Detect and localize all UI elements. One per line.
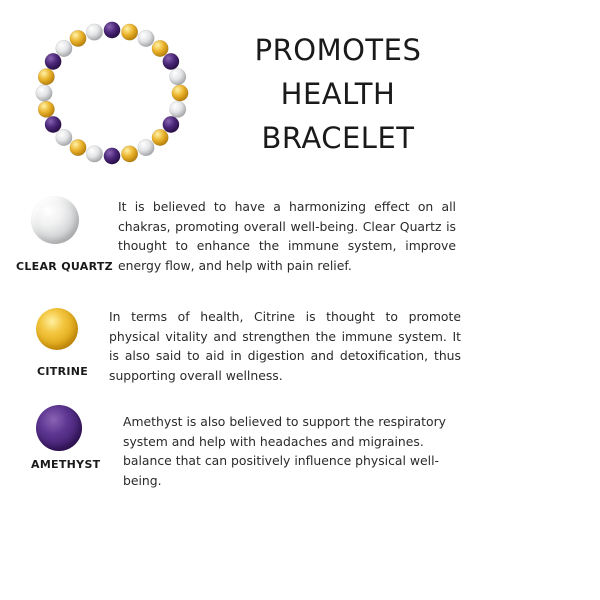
- clear-quartz-bead: [86, 146, 102, 162]
- clear-quartz-bead: [170, 101, 186, 117]
- bead-bracelet-image: [30, 16, 194, 170]
- stone-description-citrine: In terms of health, Citrine is thought to promote physical vitality and strengthen the immune system. It is also said to aid in digestion and detoxification, thus supporting overall wellness.: [109, 309, 461, 383]
- stone-label-clear-quartz: CLEAR QUARTZ: [16, 260, 113, 273]
- amethyst-bead: [104, 22, 120, 38]
- clear-quartz-bead: [170, 69, 186, 85]
- citrine-bead: [152, 40, 168, 56]
- citrine-bead: [38, 69, 54, 85]
- clear-quartz-bead-icon: [31, 196, 79, 244]
- citrine-bead: [172, 85, 188, 101]
- title-line-2: HEALTH: [280, 77, 396, 111]
- amethyst-bead: [163, 53, 179, 69]
- amethyst-bead: [104, 148, 120, 164]
- amethyst-bead-icon: [36, 405, 82, 451]
- clear-quartz-bead: [56, 40, 72, 56]
- stone-label-amethyst: AMETHYST: [31, 458, 101, 471]
- stone-description-amethyst: Amethyst is also believed to support the respiratory system and help with headaches and migraines. balance that can positively influence physical well-being.: [123, 414, 446, 488]
- stone-description-clear-quartz: It is believed to have a harmonizing effect on all chakras, promoting overall well-being. Clear Quartz is thought to enhance the immune system, improve energy flow, and help with pain relief.: [118, 199, 456, 273]
- clear-quartz-bead: [138, 30, 154, 46]
- page-title: [228, 28, 448, 160]
- title-line-1: PROMOTES: [254, 33, 422, 67]
- citrine-bead: [152, 129, 168, 145]
- amethyst-bead: [45, 116, 61, 132]
- citrine-bead: [121, 24, 137, 40]
- amethyst-bead: [45, 53, 61, 69]
- citrine-bead-icon: [36, 308, 78, 350]
- citrine-bead: [70, 30, 86, 46]
- stone-label-citrine: CITRINE: [37, 365, 89, 378]
- title-line-3: BRACELET: [261, 121, 415, 155]
- clear-quartz-bead: [86, 24, 102, 40]
- clear-quartz-bead: [56, 129, 72, 145]
- amethyst-bead: [163, 116, 179, 132]
- clear-quartz-bead: [138, 139, 154, 155]
- citrine-bead: [70, 139, 86, 155]
- clear-quartz-bead: [36, 85, 52, 101]
- citrine-bead: [38, 101, 54, 117]
- citrine-bead: [121, 146, 137, 162]
